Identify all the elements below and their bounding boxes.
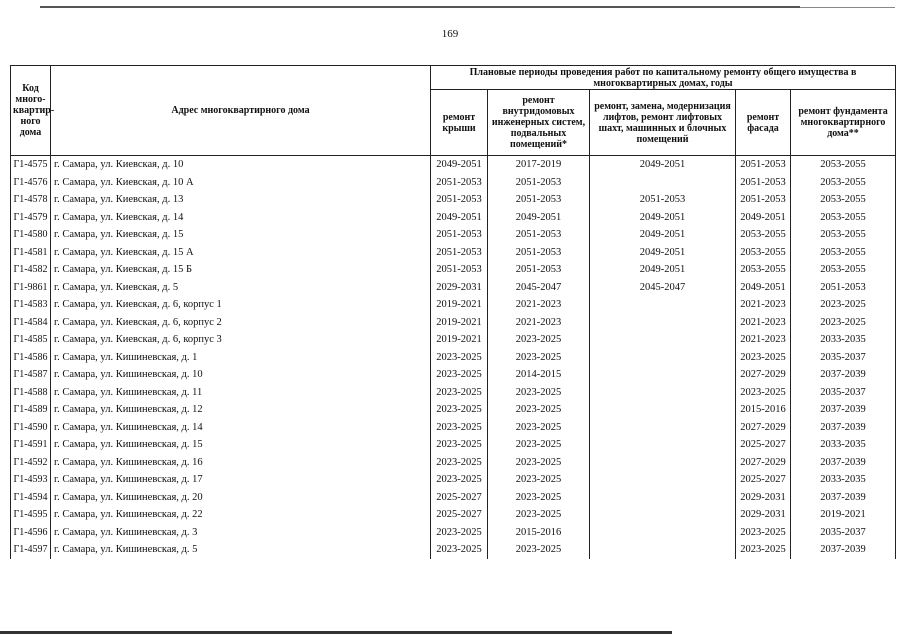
- cell-roof: 2051-2053: [431, 191, 488, 209]
- cell-code: Г1-4596: [11, 524, 51, 542]
- cell-lifts: [590, 401, 736, 419]
- cell-lifts: [590, 366, 736, 384]
- cell-facade: 2027-2029: [736, 366, 791, 384]
- cell-lifts: [590, 174, 736, 192]
- cell-foundation: 2051-2053: [791, 279, 896, 297]
- cell-systems: 2051-2053: [488, 261, 590, 279]
- table-row: [11, 506, 896, 524]
- cell-code: Г1-4595: [11, 506, 51, 524]
- cell-address: г. Самара, ул. Кишиневская, д. 15: [51, 436, 431, 454]
- cell-address: г. Самара, ул. Кишиневская, д. 5: [51, 541, 431, 559]
- cell-systems: 2051-2053: [488, 174, 590, 192]
- cell-foundation: 2053-2055: [791, 226, 896, 244]
- cell-foundation: 2053-2055: [791, 156, 896, 174]
- table-row: [11, 349, 896, 367]
- cell-code: Г1-4575: [11, 156, 51, 174]
- table-row: [11, 331, 896, 349]
- page-number: 169: [441, 28, 459, 40]
- cell-systems: 2023-2025: [488, 541, 590, 559]
- cell-roof: 2023-2025: [431, 366, 488, 384]
- cell-foundation: 2033-2035: [791, 331, 896, 349]
- cell-systems: 2045-2047: [488, 279, 590, 297]
- table-row: [11, 366, 896, 384]
- cell-roof: 2023-2025: [431, 436, 488, 454]
- cell-lifts: [590, 541, 736, 559]
- cell-facade: 2021-2023: [736, 331, 791, 349]
- table-row: [11, 541, 896, 559]
- cell-address: г. Самара, ул. Кишиневская, д. 16: [51, 454, 431, 472]
- cell-facade: 2027-2029: [736, 454, 791, 472]
- cell-code: Г1-4591: [11, 436, 51, 454]
- cell-foundation: 2023-2025: [791, 314, 896, 332]
- cell-facade: 2049-2051: [736, 279, 791, 297]
- table-row: [11, 471, 896, 489]
- cell-facade: 2025-2027: [736, 471, 791, 489]
- cell-foundation: 2035-2037: [791, 349, 896, 367]
- cell-code: Г1-4585: [11, 331, 51, 349]
- header-roof: ремонт крыши: [431, 90, 488, 156]
- cell-lifts: [590, 419, 736, 437]
- cell-roof: 2023-2025: [431, 401, 488, 419]
- cell-code: Г1-4578: [11, 191, 51, 209]
- cell-roof: 2019-2021: [431, 331, 488, 349]
- cell-systems: 2017-2019: [488, 156, 590, 174]
- cell-code: Г1-4589: [11, 401, 51, 419]
- cell-address: г. Самара, ул. Киевская, д. 6, корпус 1: [51, 296, 431, 314]
- cell-code: Г1-4583: [11, 296, 51, 314]
- cell-lifts: [590, 454, 736, 472]
- cell-address: г. Самара, ул. Кишиневская, д. 3: [51, 524, 431, 542]
- cell-systems: 2021-2023: [488, 314, 590, 332]
- cell-facade: 2025-2027: [736, 436, 791, 454]
- cell-lifts: 2049-2051: [590, 244, 736, 262]
- cell-facade: 2029-2031: [736, 506, 791, 524]
- scan-edge-top: [40, 6, 800, 8]
- cell-foundation: 2033-2035: [791, 436, 896, 454]
- cell-address: г. Самара, ул. Киевская, д. 14: [51, 209, 431, 227]
- cell-roof: 2023-2025: [431, 541, 488, 559]
- cell-address: г. Самара, ул. Кишиневская, д. 14: [51, 419, 431, 437]
- cell-lifts: [590, 296, 736, 314]
- cell-systems: 2023-2025: [488, 331, 590, 349]
- cell-code: Г1-4588: [11, 384, 51, 402]
- cell-systems: 2021-2023: [488, 296, 590, 314]
- cell-roof: 2049-2051: [431, 156, 488, 174]
- cell-address: г. Самара, ул. Кишиневская, д. 12: [51, 401, 431, 419]
- header-lifts: ремонт, замена, модернизация лифтов, ремонт лифтовых шахт, машинных и блочных помещений: [590, 90, 736, 156]
- cell-address: г. Самара, ул. Киевская, д. 13: [51, 191, 431, 209]
- cell-address: г. Самара, ул. Кишиневская, д. 22: [51, 506, 431, 524]
- cell-facade: 2053-2055: [736, 261, 791, 279]
- table-row: [11, 436, 896, 454]
- cell-facade: 2021-2023: [736, 296, 791, 314]
- cell-foundation: 2053-2055: [791, 191, 896, 209]
- table-row: [11, 261, 896, 279]
- cell-facade: 2023-2025: [736, 384, 791, 402]
- cell-facade: 2049-2051: [736, 209, 791, 227]
- cell-code: Г1-4586: [11, 349, 51, 367]
- cell-lifts: [590, 524, 736, 542]
- cell-lifts: [590, 471, 736, 489]
- cell-foundation: 2037-2039: [791, 489, 896, 507]
- cell-code: Г1-4593: [11, 471, 51, 489]
- cell-foundation: 2037-2039: [791, 419, 896, 437]
- table-row: [11, 419, 896, 437]
- capital-repair-table: [10, 65, 896, 559]
- cell-code: Г1-4592: [11, 454, 51, 472]
- cell-systems: 2014-2015: [488, 366, 590, 384]
- cell-roof: 2029-2031: [431, 279, 488, 297]
- cell-lifts: [590, 331, 736, 349]
- cell-facade: 2053-2055: [736, 226, 791, 244]
- header-systems: ремонт внутридомовых инженерных систем, подвальных помещений*: [488, 90, 590, 156]
- table-row: [11, 279, 896, 297]
- cell-address: г. Самара, ул. Киевская, д. 10: [51, 156, 431, 174]
- table-row: [11, 174, 896, 192]
- cell-code: Г1-4594: [11, 489, 51, 507]
- cell-address: г. Самара, ул. Кишиневская, д. 17: [51, 471, 431, 489]
- cell-foundation: 2033-2035: [791, 471, 896, 489]
- cell-lifts: [590, 489, 736, 507]
- cell-roof: 2023-2025: [431, 349, 488, 367]
- cell-lifts: [590, 506, 736, 524]
- cell-address: г. Самара, ул. Киевская, д. 5: [51, 279, 431, 297]
- cell-roof: 2023-2025: [431, 471, 488, 489]
- cell-lifts: [590, 436, 736, 454]
- table-row: [11, 489, 896, 507]
- cell-lifts: 2049-2051: [590, 226, 736, 244]
- table-row: [11, 191, 896, 209]
- cell-roof: 2051-2053: [431, 174, 488, 192]
- cell-code: Г1-4587: [11, 366, 51, 384]
- cell-systems: 2023-2025: [488, 454, 590, 472]
- table-row: [11, 314, 896, 332]
- cell-facade: 2029-2031: [736, 489, 791, 507]
- header-facade: ремонт фасада: [736, 90, 791, 156]
- table-row: [11, 524, 896, 542]
- header-periods-group: Плановые периоды проведения работ по капитальному ремонту общего имущества в многоквартирных домах, годы: [431, 66, 896, 90]
- cell-foundation: 2053-2055: [791, 261, 896, 279]
- cell-systems: 2023-2025: [488, 401, 590, 419]
- cell-systems: 2051-2053: [488, 226, 590, 244]
- cell-foundation: 2023-2025: [791, 296, 896, 314]
- cell-roof: 2051-2053: [431, 261, 488, 279]
- cell-systems: 2023-2025: [488, 471, 590, 489]
- cell-roof: 2023-2025: [431, 384, 488, 402]
- cell-systems: 2023-2025: [488, 489, 590, 507]
- cell-address: г. Самара, ул. Киевская, д. 15 А: [51, 244, 431, 262]
- table-row: [11, 401, 896, 419]
- cell-facade: 2023-2025: [736, 541, 791, 559]
- cell-lifts: [590, 384, 736, 402]
- cell-foundation: 2037-2039: [791, 454, 896, 472]
- cell-foundation: 2035-2037: [791, 524, 896, 542]
- cell-address: г. Самара, ул. Киевская, д. 15: [51, 226, 431, 244]
- cell-address: г. Самара, ул. Кишиневская, д. 11: [51, 384, 431, 402]
- cell-code: Г1-4582: [11, 261, 51, 279]
- table-row: [11, 454, 896, 472]
- cell-facade: 2051-2053: [736, 174, 791, 192]
- cell-facade: 2021-2023: [736, 314, 791, 332]
- cell-code: Г1-4597: [11, 541, 51, 559]
- cell-lifts: 2049-2051: [590, 209, 736, 227]
- cell-facade: 2053-2055: [736, 244, 791, 262]
- table-row: [11, 244, 896, 262]
- cell-lifts: 2049-2051: [590, 261, 736, 279]
- cell-systems: 2023-2025: [488, 506, 590, 524]
- cell-foundation: 2053-2055: [791, 244, 896, 262]
- cell-lifts: [590, 314, 736, 332]
- header-code: Код много-квартир-ного дома: [11, 66, 51, 156]
- cell-facade: 2023-2025: [736, 349, 791, 367]
- cell-address: г. Самара, ул. Киевская, д. 10 А: [51, 174, 431, 192]
- cell-code: Г1-4590: [11, 419, 51, 437]
- cell-systems: 2051-2053: [488, 191, 590, 209]
- scan-edge-bottom: [0, 631, 672, 634]
- table-header: [11, 66, 896, 156]
- cell-roof: 2051-2053: [431, 244, 488, 262]
- cell-foundation: 2019-2021: [791, 506, 896, 524]
- cell-address: г. Самара, ул. Киевская, д. 15 Б: [51, 261, 431, 279]
- cell-systems: 2051-2053: [488, 244, 590, 262]
- cell-code: Г1-4576: [11, 174, 51, 192]
- cell-roof: 2023-2025: [431, 419, 488, 437]
- header-address: Адрес многоквартирного дома: [51, 66, 431, 156]
- cell-roof: 2023-2025: [431, 454, 488, 472]
- cell-code: Г1-4581: [11, 244, 51, 262]
- table-row: [11, 296, 896, 314]
- cell-code: Г1-9861: [11, 279, 51, 297]
- cell-code: Г1-4579: [11, 209, 51, 227]
- cell-address: г. Самара, ул. Киевская, д. 6, корпус 2: [51, 314, 431, 332]
- table-row: [11, 156, 896, 174]
- cell-foundation: 2035-2037: [791, 384, 896, 402]
- cell-address: г. Самара, ул. Кишиневская, д. 1: [51, 349, 431, 367]
- cell-foundation: 2037-2039: [791, 366, 896, 384]
- cell-systems: 2023-2025: [488, 349, 590, 367]
- cell-roof: 2025-2027: [431, 489, 488, 507]
- table-row: [11, 226, 896, 244]
- cell-facade: 2015-2016: [736, 401, 791, 419]
- cell-facade: 2051-2053: [736, 156, 791, 174]
- table-body: [11, 156, 896, 559]
- cell-lifts: 2045-2047: [590, 279, 736, 297]
- cell-foundation: 2053-2055: [791, 174, 896, 192]
- cell-systems: 2023-2025: [488, 436, 590, 454]
- cell-facade: 2027-2029: [736, 419, 791, 437]
- cell-systems: 2023-2025: [488, 419, 590, 437]
- cell-foundation: 2053-2055: [791, 209, 896, 227]
- cell-address: г. Самара, ул. Кишиневская, д. 20: [51, 489, 431, 507]
- cell-facade: 2051-2053: [736, 191, 791, 209]
- cell-roof: 2023-2025: [431, 524, 488, 542]
- cell-foundation: 2037-2039: [791, 541, 896, 559]
- cell-lifts: 2051-2053: [590, 191, 736, 209]
- cell-roof: 2051-2053: [431, 226, 488, 244]
- cell-foundation: 2037-2039: [791, 401, 896, 419]
- scan-edge-top-right: [800, 7, 895, 8]
- cell-roof: 2019-2021: [431, 314, 488, 332]
- cell-facade: 2023-2025: [736, 524, 791, 542]
- table-row: [11, 384, 896, 402]
- header-foundation: ремонт фундамента многоквартирного дома**: [791, 90, 896, 156]
- table-row: [11, 209, 896, 227]
- cell-address: г. Самара, ул. Киевская, д. 6, корпус 3: [51, 331, 431, 349]
- cell-lifts: [590, 349, 736, 367]
- cell-roof: 2049-2051: [431, 209, 488, 227]
- cell-code: Г1-4580: [11, 226, 51, 244]
- cell-systems: 2049-2051: [488, 209, 590, 227]
- cell-roof: 2019-2021: [431, 296, 488, 314]
- cell-address: г. Самара, ул. Кишиневская, д. 10: [51, 366, 431, 384]
- cell-systems: 2023-2025: [488, 384, 590, 402]
- cell-code: Г1-4584: [11, 314, 51, 332]
- cell-roof: 2025-2027: [431, 506, 488, 524]
- cell-systems: 2015-2016: [488, 524, 590, 542]
- cell-lifts: 2049-2051: [590, 156, 736, 174]
